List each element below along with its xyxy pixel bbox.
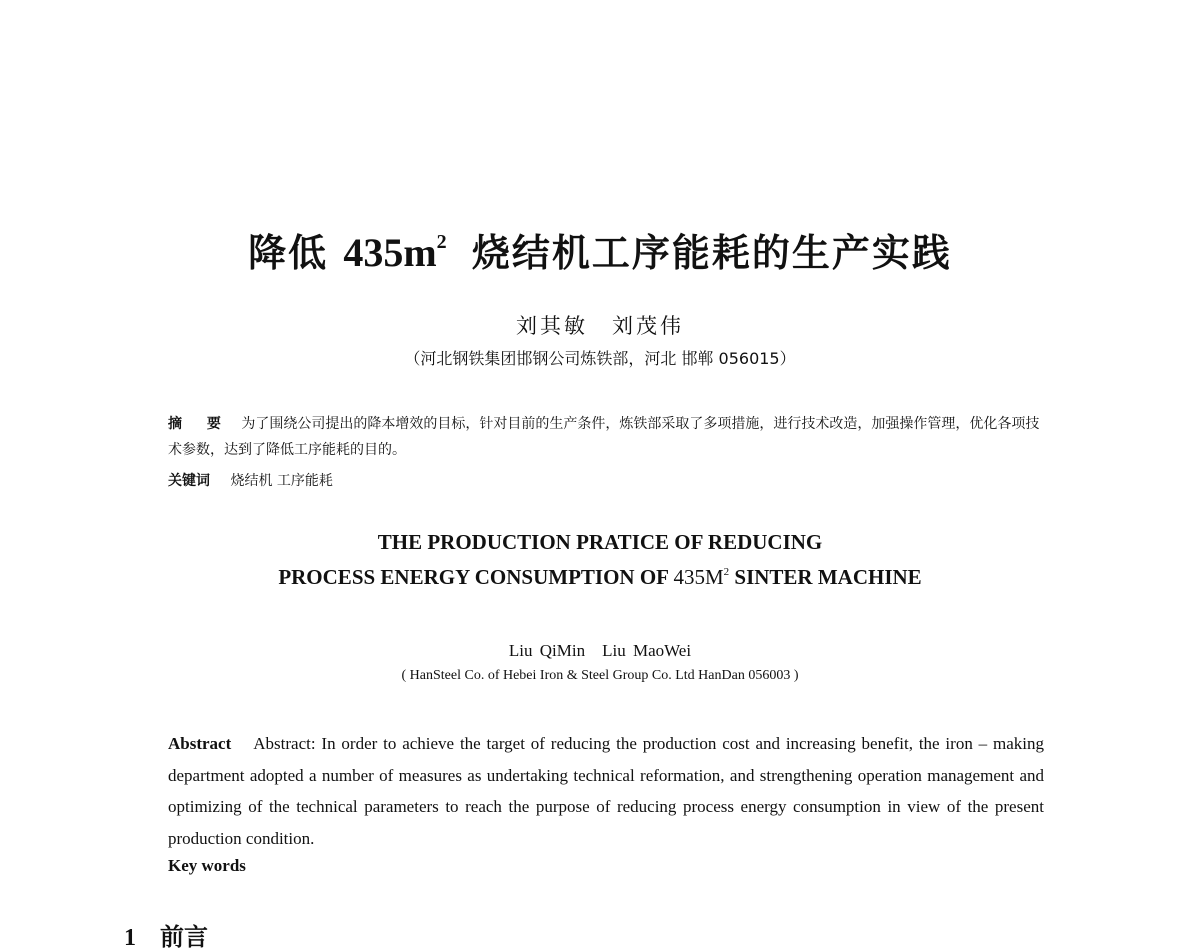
abstract-en xyxy=(168,728,1044,854)
title-cn-area: 435m xyxy=(343,230,437,275)
title-en-line2-prefix: PROCESS ENERGY CONSUMPTION OF xyxy=(278,565,674,589)
title-en-superscript: 2 xyxy=(723,566,730,578)
paper-title-en-line2 xyxy=(0,565,1200,590)
authors-en: Liu QiMin Liu MaoWei xyxy=(508,641,692,660)
affiliation-en: ( HanSteel Co. of Hebei Iron & Steel Group Co. Ltd HanDan 056003 ) xyxy=(401,668,799,683)
keywords-cn-text: 烧结机 工序能耗 xyxy=(230,473,333,489)
abstract-en-label: Abstract xyxy=(168,734,232,753)
authors-cn: 刘其敏 刘茂伟 xyxy=(516,314,684,338)
title-en-line2-suffix: SINTER MACHINE xyxy=(729,565,922,589)
abstract-en-text: Abstract: In order to achieve the target of reducing the production cost and increasing benefit, the iron – making department adopted a number of measures as undertaking technical reformation, and strengthening operation management and optimizing of the technical parameters to reach the purpose of reducing process energy consumption in view of the present production condition. xyxy=(168,734,1044,848)
keywords-cn xyxy=(168,470,333,490)
keywords-cn-label: 关键词 xyxy=(168,473,210,489)
title-en-area: 435M xyxy=(673,565,724,589)
paper-title-en-line1: THE PRODUCTION PRATICE OF REDUCING xyxy=(377,530,823,554)
affiliation-cn: （河北钢铁集团邯钢公司炼铁部，河北 邯郸 056015） xyxy=(404,349,796,368)
title-cn-suffix: 烧结机工序能耗的生产实践 xyxy=(471,231,952,275)
keywords-en-label: Key words xyxy=(168,856,246,875)
abstract-cn-text: 为了围绕公司提出的降本增效的目标，针对目前的生产条件，炼铁部采取了多项措施，进行技术改造，加强操作管理，优化各项技术参数，达到了降低工序能耗的目的。 xyxy=(168,416,1040,458)
title-cn-prefix: 降低 xyxy=(248,231,329,275)
paper-title-cn xyxy=(0,222,1200,277)
section-number: 1 xyxy=(124,925,136,951)
abstract-cn-label: 摘 要 xyxy=(168,416,231,432)
title-cn-superscript: 2 xyxy=(436,231,449,253)
abstract-cn xyxy=(168,411,1048,463)
section-title: 前言 xyxy=(160,923,208,951)
